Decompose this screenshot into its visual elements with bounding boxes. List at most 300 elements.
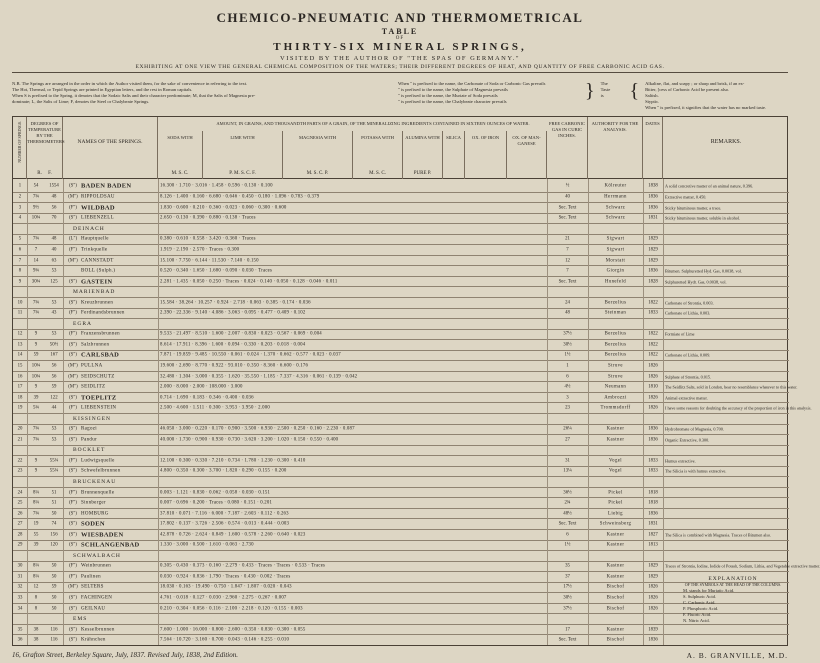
authority: Berzelius [604,300,627,306]
cell-pre: (S") [69,468,77,474]
cell-f: 50½ [49,342,59,348]
cell-gas: 30½ [563,595,572,601]
header-degrees-label: DEGREES OF TEMPERATURE BY THE THERMOMETERS [27,121,65,144]
cell-n: 11 [17,310,23,316]
note-line: When " is prefixed to the name, the Carbonate of Soda or Carbonic Gas prevails [398,81,546,86]
cell-pre: (F") [69,331,77,337]
sub-f: F. [48,171,52,176]
analysis-values: 0.007 · 0.696 · 0.200 · Traces · 0.080 · 0.151 · 0.201 [160,500,273,506]
analysis-values: 19.600 · 2.690 · 8.770 · 0.922 · 93.010 · 0.350 · 8.360 · 6.600 · 0.176 [160,363,309,369]
cell-n: 31 [17,574,23,580]
cell-r: 39 [33,395,39,401]
authority: Morstatt [605,258,626,264]
cell-r: 7¾ [33,310,39,316]
spring-row [13,466,789,477]
section-row [13,613,789,624]
authority: Kastner [606,627,625,633]
authority: Pickel [608,490,623,496]
cell-date: 1826 [648,584,658,590]
remarks: Sticky bituminous matter, a trace. [665,205,722,211]
spring-name: KISSINGEN [73,415,112,422]
analysis-values: 2.390 · 22.336 · 9.140 · 4.086 · 3.063 · 0.095 · 0.477 · 0.409 · 0.102 [160,310,306,316]
analysis-values: 0.003 · 1.121 · 0.830 · 0.062 · 0.058 · 0.030 · 0.151 [160,490,271,496]
authority: Pickel [608,500,623,506]
cell-r: 8¼ [33,574,39,580]
cell-n: 17 [17,384,23,390]
cell-r: 9¾ [33,268,39,274]
analysis-values: 46.050 · 3.000 · 0.220 · 0.170 · 0.900 · 3.500 · 6.930 · 2.500 · 0.250 · 0.160 · 2.230 · 0.087 [160,426,355,432]
spring-row [13,402,812,413]
taste-value: Styptic. [645,99,660,104]
cell-date: 1810 [648,384,658,390]
authority: Bischof [606,595,625,601]
spring-row [13,624,789,635]
cell-r: 5¾ [33,405,39,411]
cell-date: 1829 [648,258,658,264]
cell-pre: (S") [69,215,77,221]
spring-name: BRUCKENAU [73,479,117,486]
cell-date: 1836 [648,194,658,200]
spring-name: Kesselbrunnen [81,627,115,633]
section-row [13,286,789,297]
cell-r: 54 [33,183,39,189]
authority: Bischof [606,637,625,643]
header-manganese [507,131,547,179]
table-header [13,117,787,179]
visited-line: VISITED BY THE AUTHOR OF "THE SPAS OF GERMANY." [280,55,520,62]
cell-gas: 23 [565,405,570,411]
spring-row [13,603,789,614]
taste-values [645,81,788,119]
cell-gas: 7 [566,247,569,253]
spring-name: Ferdinandsbrunnen [81,310,125,316]
cell-gas: 26¼ [563,426,572,432]
cell-date: 1822 [648,331,658,337]
remarks: Sticky bituminous matter, soluble in alcohol. [665,215,741,221]
header-authority-label: AUTHORITY FOR THE ANALYSIS. [591,121,639,132]
cell-r: 7¾ [33,236,39,242]
cell-n: 2 [18,194,22,200]
spring-row [13,308,789,319]
analysis-values: 7.600 · 1.000 · 16.000 · 0.800 · 2.600 · 0.350 · 0.830 · 0.300 · 0.055 [160,627,306,633]
cell-f: 55¼ [49,468,59,474]
cell-r: 7 [34,247,38,253]
section-row [13,223,789,234]
header-rf [27,171,62,177]
cell-n: 5 [18,236,22,242]
cell-n: 7 [18,258,22,264]
title-block [12,10,788,73]
cell-date: 1822 [648,300,658,306]
spring-row [13,360,789,371]
header-number [13,117,27,179]
cell-n: 28 [17,532,23,538]
cell-r: 12 [33,584,39,590]
header-gas-label: FREE CARBONIC GAS IN CUBIC INCHES. [548,121,586,138]
cell-date: 1829 [648,563,658,569]
analysis-values: 4.761 · 0.018 · 0.127 · 0.030 · 2.960 · 2.275 · 0.267 · 0.007 [160,595,287,601]
spring-name: LIEBENSTEIN [81,405,117,411]
analysis-values: 8.614 · 17.911 · 8.396 · 1.600 · 0.094 · 0.330 · 0.203 · 0.018 · 0.004 [160,342,306,348]
spring-name: WILDBAD [81,204,115,212]
explanation-item: M. stands for Muriatic Acid. [683,588,735,593]
spring-row [13,339,789,350]
authority: Trommsdorff [600,405,631,411]
taste-value: Saltish. [645,93,659,98]
authority: Kastner [606,437,625,443]
spring-name: PULLNA [81,363,103,369]
authority: Berzelius [604,342,627,348]
spring-name: WIESBADEN [81,531,124,539]
cell-date: 1827 [648,532,658,538]
sub-soda: M. S. C. [171,171,189,176]
cell-date: 1838 [648,183,658,189]
cell-r: 14 [33,258,39,264]
cell-date: 1836 [648,511,658,517]
cell-n: 30 [17,563,23,569]
cell-f: 50 [51,606,57,612]
authority: Herrmann [604,194,627,200]
analysis-values: 0.210 · 0.304 · 0.056 · 0.116 · 2.100 · 2.218 · 0.120 · 0.155 · 0.003 [160,606,303,612]
of-label: OF [395,36,405,41]
remarks: I have some reasons for doubting the accuracy of the proportion of iron in this analysis. [665,405,812,411]
cell-r: 7¾ [33,437,39,443]
cell-pre: (L") [68,236,78,242]
cell-r: 59 [33,352,39,358]
spring-row [13,329,789,340]
remarks: The Silica is combined with Magnesia. Traces of Bitumen also. [665,532,772,538]
header-soda-label: SODA WITH [167,135,193,140]
cell-gas: 31 [565,458,570,464]
cell-gas: 48 [565,310,570,316]
cell-gas: 2¾ [564,500,571,506]
spring-row [13,255,789,266]
cell-r: 30¾ [31,279,41,285]
cell-date: 1839 [648,627,658,633]
cell-date: 1818 [648,500,658,506]
cell-r: 8¼ [33,500,39,506]
cell-pre: (S") [69,352,77,358]
cell-gas: 21 [565,236,570,242]
analysis-values: 2.281 · 1.435 · 0.050 · 0.250 · Traces · 0.024 · 0.140 · 0.050 · 0.128 · 0.046 · 0.011 [160,279,338,285]
note-line: " is prefixed to the name, the Chalybeate character prevails [398,99,507,104]
cell-gas: 3 [566,395,569,401]
cell-n: 1 [18,183,22,189]
remarks: Humus extractive. [665,458,696,464]
col-rule [547,179,548,645]
cell-pre: (F") [69,490,77,496]
brace-glyph: { [629,80,640,102]
cell-date: 1829 [648,574,658,580]
cell-f: 51 [51,500,57,506]
spring-row [13,540,789,551]
cell-pre: (F") [69,247,77,253]
cell-n: 13 [17,342,23,348]
cell-gas: Sec. Text [558,521,577,527]
cell-f: 59 [51,584,57,590]
analysis-values: 40.000 · 1.730 · 0.900 · 0.930 · 0.730 · 3.620 · 3.200 · 1.020 · 0.150 · 0.550 · 0.400 [160,437,339,443]
notes-right [398,81,788,119]
spring-row [13,571,789,582]
explanation-item: F. Fluoric Acid. [683,612,712,617]
remarks: Organic Extractive, 0.300. [665,437,710,443]
cell-f: 70 [51,215,57,221]
spring-name: CANNSTADT [81,258,114,264]
spring-name: Hauptquelle [81,236,109,242]
key-word: Taste [600,87,611,92]
cell-pre: (M") [68,584,78,590]
remarks: Bitumen. Sulphuretted Hyd. Gas, 0.0038, vol. [665,268,742,274]
header-names [63,117,158,179]
analysis-values: 2.000 · 8.000 · 2.000 · 108.000 · 3.000 [160,384,243,390]
spring-name: Schwefelbrunnen [81,468,121,474]
authority: Kastner [606,563,625,569]
remarks: Carbonate of Strontia, 0.003. [665,300,714,306]
analysis-values: 0.714 · 1.690 · 0.183 · 0.346 · 0.400 · 0.036 [160,395,254,401]
cell-gas: 7 [566,268,569,274]
col-rule [643,179,644,645]
explanation-item: N. Nitric Acid. [683,618,710,623]
taste-value: Alkaline, flat, and soapy ; or sharp and brisk, if an ex- [645,81,745,86]
cell-r: 9 [34,342,38,348]
spring-name: SCHWALBACH [73,552,121,559]
analysis-values: 4.800 · 0.350 · 0.300 · 3.700 · 1.820 · 0.290 · 0.155 · 0.200 [160,468,287,474]
authority: Struve [608,363,623,369]
cell-f: 74 [51,521,57,527]
cell-date: 1836 [648,637,658,643]
cell-gas: 6 [566,374,569,380]
cell-date: 1829 [648,236,658,242]
springs-table [12,116,820,646]
cell-n: 27 [17,521,23,527]
spring-name: Ludwigsquelle [81,458,115,464]
authority: Berzelius [604,352,627,358]
analysis-values: 1.919 · 2.190 · 2.570 · Traces · 0.300 [160,247,240,253]
spring-name: Sinnberger [81,500,106,506]
cell-date: 1833 [648,468,658,474]
cell-date: 1822 [648,352,658,358]
cell-gas: 35 [565,563,570,569]
analysis-values: 17.802 · 0.137 · 3.726 · 2.506 · 0.574 · 0.013 · 0.444 · 0.003 [160,521,290,527]
spring-name: Ragozi [81,426,97,432]
explanation-item: P. Phosphoric Acid. [683,606,719,611]
cell-date: 1822 [648,342,658,348]
cell-f: 40 [51,247,57,253]
brace-glyph: } [585,80,595,102]
spring-name: SODEN [81,520,105,528]
cell-f: 59 [51,384,57,390]
cell-n: 8 [18,268,22,274]
key-word: The [600,81,608,86]
cell-date: 1818 [648,490,658,496]
spring-row [13,213,789,224]
spring-name: SEIDSCHUTZ [81,374,115,380]
col-rule [27,179,28,645]
authority: Berzelius [604,331,627,337]
cell-f: 51 [51,490,57,496]
header-degrees [27,117,63,179]
cell-f: 56 [51,205,57,211]
cell-n: 19 [17,405,23,411]
analysis-values: 0.520 · 0.340 · 1.650 · 1.680 · 0.090 · 0.030 · Traces [160,268,273,274]
cell-f: 53 [51,331,57,337]
cell-pre: (M") [68,363,78,369]
cell-n: 35 [17,627,23,633]
cell-date: 1829 [648,247,658,253]
note-line: " is prefixed to the name, the Muriate of Soda prevails [398,93,498,98]
cell-gas: Sec. Text [558,279,577,285]
cell-date: 1836 [648,205,658,211]
cell-n: 22 [17,458,23,464]
cell-f: 56 [51,363,57,369]
spring-name: Salzbrunnen [81,342,110,348]
cell-n: 10 [17,300,23,306]
cell-n: 34 [17,606,23,612]
spring-name: Weinbrunnen [81,563,112,569]
authority: Bischof [606,606,625,612]
sub-potassa: M. S. C. [369,171,386,176]
cell-f: 48 [51,236,57,242]
cell-f: 43 [51,310,57,316]
analysis-values: 16.300 · 1.710 · 3.016 · 1.458 · 0.596 · 0.130 · 0.100 [160,183,273,189]
cell-gas: 4½ [564,384,571,390]
spring-name: Kreuzbrunnen [81,300,114,306]
spring-name: Trinkquelle [81,247,108,253]
footer [12,651,788,660]
spring-row [13,455,789,466]
spring-row [13,561,820,572]
cell-f: 63 [51,258,57,264]
cell-date: 1836 [648,437,658,443]
section-row [13,318,789,329]
col-rule [588,179,589,645]
spring-name: EGRA [73,320,92,327]
cell-f: 156 [50,532,58,538]
spring-name: LIEBENZELL [81,215,114,221]
authority: Giorgin [606,268,625,274]
spring-name: Brunnenquelle [81,490,115,496]
spring-name: SELTERS [81,584,104,590]
cell-f: 53 [51,437,57,443]
main-title: CHEMICO-PNEUMATIC AND THERMOMETRICAL [216,10,584,25]
note-line: When S is prefixed to the Spring, it denotes that the Sodaic Salts and their character predominate; M, that the Salts of Magnesia pre- [12,93,256,98]
cell-gas: Sec. Text [558,637,577,643]
explanation-item: S. Sulphuric Acid. [683,594,717,599]
taste-value: When " is prefixed, it signifies that the water has no marked taste. [645,105,767,110]
cell-r: 19 [33,521,39,527]
cell-pre: (S") [69,637,77,643]
spring-row [13,244,789,255]
remarks: A solid concretive matter of an animal nature, 0.396. [665,183,754,189]
cell-f: 53 [51,426,57,432]
authority: Kastner [606,574,625,580]
footer-address: 16, Grafton Street, Berkeley Square, July, 1837. Revised July, 1838, 2nd Edition. [12,651,238,659]
authority: Kastner [606,542,625,548]
cell-gas: 24 [565,300,570,306]
note-line: " is prefixed to the name, the Sulphate of Magnesia prevails [398,87,508,92]
header-potassa [353,131,403,179]
explanation-item: C. Carbonic Acid. [683,600,716,605]
cell-date: 1826 [648,595,658,601]
header-lime-label: LIME WITH [230,135,255,140]
spring-row [13,518,789,529]
sub-r: R. [37,171,42,176]
spring-row [13,350,789,361]
cell-r: 7¾ [33,426,39,432]
cell-r: 38 [33,637,39,643]
col-rule [63,179,64,645]
explanation-title: EXPLANATION [708,576,758,582]
cell-n: 33 [17,595,23,601]
cell-n: 24 [17,490,23,496]
note-line: dominate; L, the Salts of Lime; F, denotes the Steel or Chalybeate Springs. [12,99,150,104]
authority: Hunefeld [604,279,627,285]
explanation-sub: OF THE SYMBOLS AT THE HEAD OF THE COLUMNS. [684,582,782,587]
cell-gas: 30½ [563,342,572,348]
header-manganese-label: OX. OF MAN-GANESE [512,135,541,146]
authority: Neumann [604,384,627,390]
cell-gas: 48½ [563,511,572,517]
cell-date: 1826 [648,374,658,380]
cell-r: 38 [33,627,39,633]
remarks: Sulphate of Strontia, 0.015. [665,374,712,380]
cell-pre: (S") [69,542,77,548]
analysis-values: 0.030 · 0.924 · 0.836 · 1.790 · Traces · 0.430 · 0.002 · Traces [160,574,291,580]
cell-n: 26 [17,511,23,517]
cell-pre: (S") [69,426,77,432]
cell-gas: 17½ [563,584,572,590]
remarks: Hydrobromate of Magnesia, 0.700. [665,426,724,432]
spring-row [13,234,789,245]
note-line: N.B. The Springs are arranged in the order in which the Author visited them, for the sake of convenience in referring to the text. [12,81,248,86]
authority: Schweinsberg [599,521,632,527]
analysis-values: 2.500 · 4.600 · 1.511 · 0.300 · 3.953 · 3.950 · 2.000 [160,405,270,411]
authority: Schwarz [605,205,626,211]
cell-f: 125 [50,279,58,285]
spring-name: RIPPOLDSAU [81,194,115,200]
cell-pre: (S") [69,606,77,612]
analysis-values: 42.878 · 0.726 · 2.624 · 0.849 · 1.600 · 0.578 · 2.260 · 0.640 · 0.023 [160,532,306,538]
cell-pre: (S") [69,511,77,517]
cell-pre: (F") [69,310,77,316]
header-iron [465,131,507,179]
cell-n: 20 [17,426,23,432]
cell-n: 15 [17,363,23,369]
cell-r: 8¼ [33,563,39,569]
spring-name: SEIDLITZ [81,384,106,390]
remarks: The Silicia is with humus extractive. [665,468,727,474]
cell-n: 3 [18,205,22,211]
authority: Kastner [606,426,625,432]
header-amount-label: AMOUNT, IN GRAINS, AND THOUSANDTH PARTS OF A GRAIN, OF THE MINERALIZING INGREDIENTS CONTAINED IN SIXTEEN OUNCES OF WATER. [216,121,530,126]
cell-r: 8 [34,595,38,601]
authority: Sigwart [606,236,625,242]
spring-name: GEILNAU [81,606,106,612]
spring-name: GASTEIN [81,278,113,286]
cell-n: 16 [17,374,23,380]
cell-n: 21 [17,437,23,443]
remarks: Formiate of Lime [665,331,695,337]
analysis-values: 1.330 · 3.000 · 0.500 · 1.610 · 0.063 · 2.730 [160,542,254,548]
cell-pre: (M") [68,258,78,264]
cell-n: 25 [17,500,23,506]
spring-name: BOLL (Sulph.) [81,268,116,274]
cell-gas: 37½ [563,606,572,612]
spring-row [13,487,789,498]
cell-gas: 1½ [564,542,571,548]
spring-row [13,392,789,403]
cell-r: 8¼ [33,490,39,496]
